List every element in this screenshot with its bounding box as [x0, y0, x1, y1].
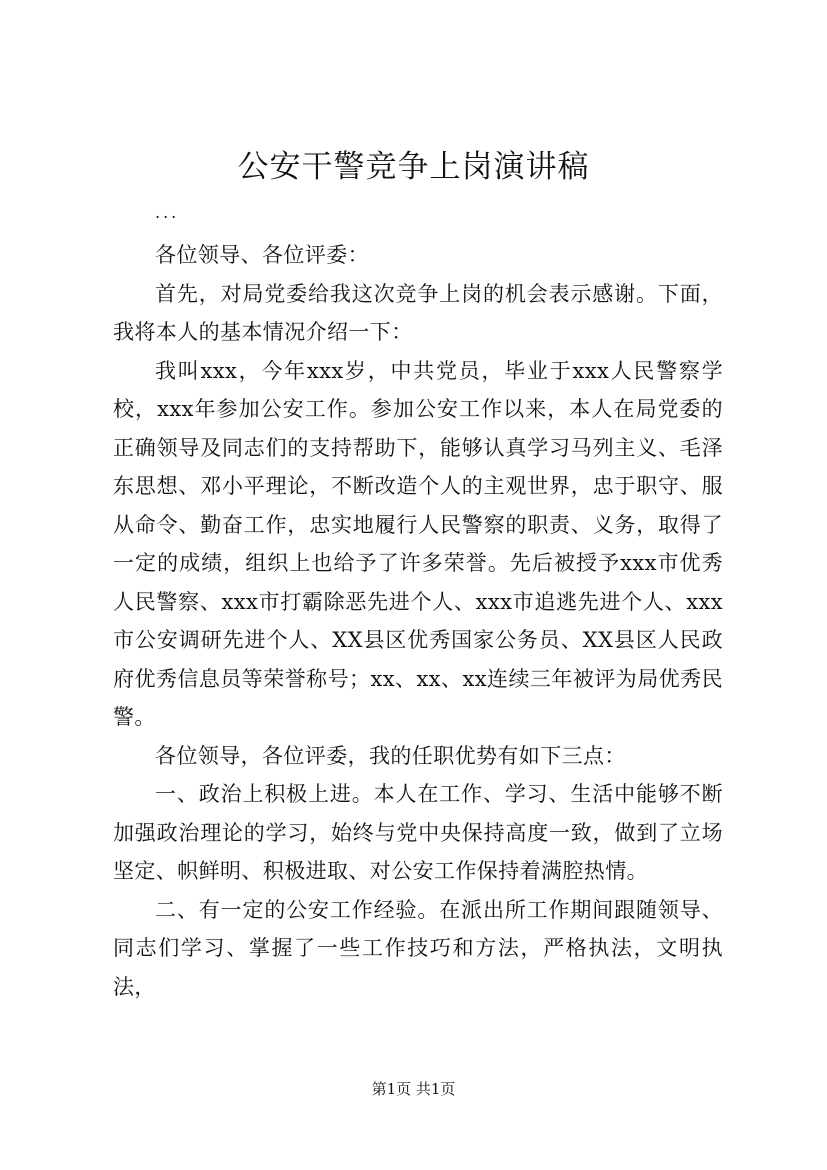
document-body: [113, 236, 723, 1006]
advantage-one-paragraph: 一、政治上积极上进。本人在工作、学习、生活中能够不断加强政治理论的学习，始终与党中央保持高度一致，做到了立场坚定、帜鲜明、积极进取、对公安工作保持着满腔热情。: [113, 782, 723, 883]
page-footer: 第1页 共1页: [371, 1080, 456, 1098]
advantage-two-paragraph: 二、有一定的公安工作经验。在派出所工作期间跟随领导、同志们学习、掌握了一些工作技巧和方法，严格执法，文明执法，: [113, 897, 723, 999]
document-title: 公安干警竞争上岗演讲稿: [237, 149, 590, 185]
ellipsis-marker: ...: [155, 203, 180, 222]
background-paragraph: 我叫xxx，今年xxx岁，中共党员，毕业于xxx人民警察学校，xxx年参加公安工作。参加公安工作以来，本人在局党委的正确领导及同志们的支持帮助下，能够认真学习马列主义、毛泽东思想、邓小平理论，不断改造个人的主观世界，忠于职守、服从命令、勤奋工作，忠实地履行人民警察的职责、义务，取得了一定的成绩，组织上也给予了许多荣誉。先后被授予xxx市优秀人民警察、xxx市打霸除恶先进个人、xxx市追逃先进个人、xxx市公安调研先进个人、XX县区优秀国家公务员、XX县区人民政府优秀信息员等荣誉称号；xx、xx、xx连续三年被评为局优秀民警。: [113, 358, 723, 729]
intro-paragraph: 首先，对局党委给我这次竞争上岗的机会表示感谢。下面，我将本人的基本情况介绍一下：: [113, 281, 723, 344]
advantages-intro-paragraph: 各位领导，各位评委，我的任职优势有如下三点：: [155, 743, 626, 768]
salutation-paragraph: 各位领导、各位评委：: [155, 243, 369, 267]
